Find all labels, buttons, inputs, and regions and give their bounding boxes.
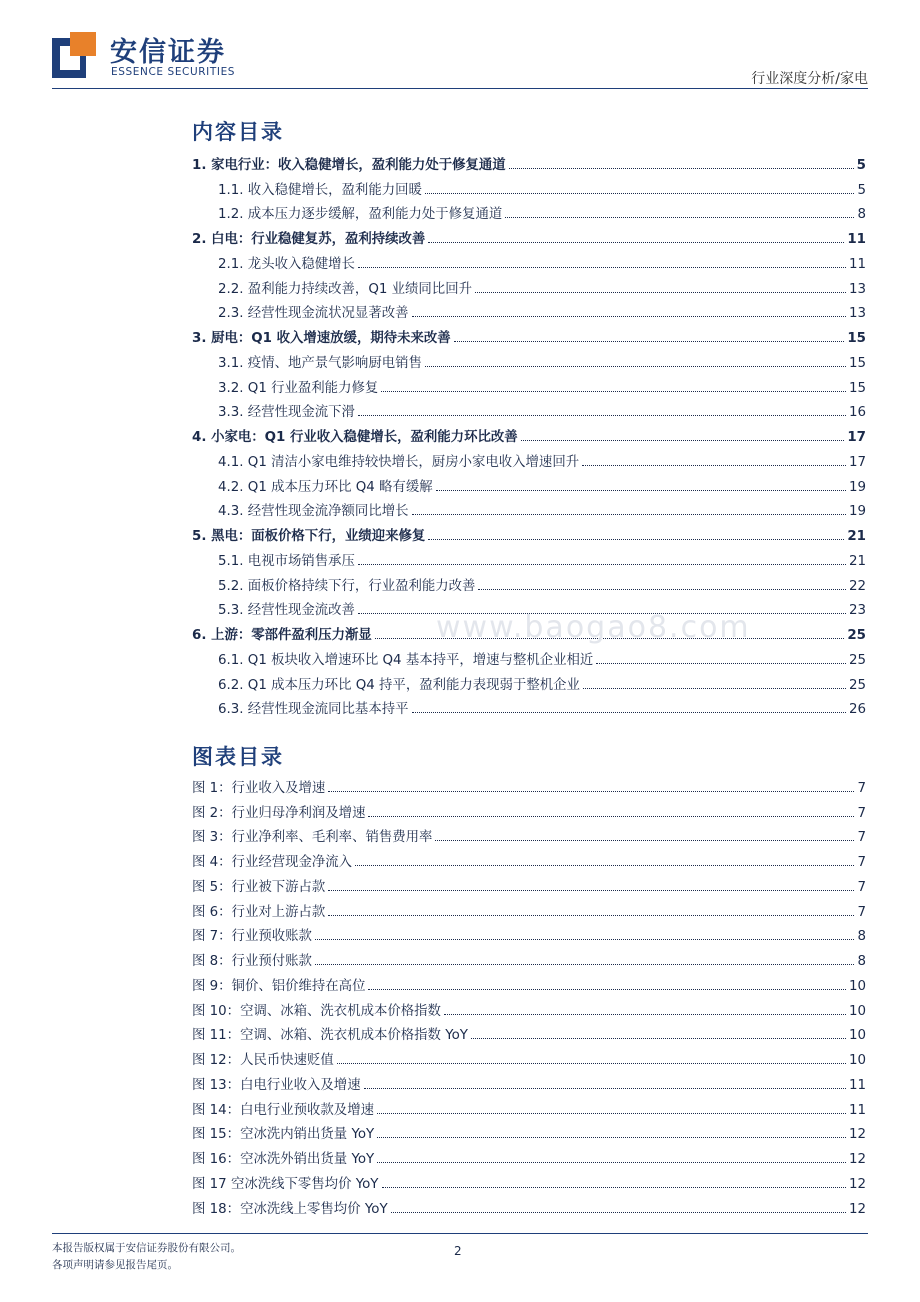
figure-entry[interactable] xyxy=(192,870,866,895)
entry-title: 2.1. 龙头收入稳健增长 xyxy=(218,256,355,272)
entry-page: 7 xyxy=(857,805,866,821)
entry-page: 21 xyxy=(848,553,866,569)
dot-leader xyxy=(425,193,855,194)
entry-page: 25 xyxy=(848,652,866,668)
dot-leader xyxy=(315,939,855,940)
figure-entry[interactable] xyxy=(192,1142,866,1167)
entry-title: 3. 厨电：Q1 收入增速放缓，期待未来改善 xyxy=(192,331,451,346)
dot-leader xyxy=(328,791,854,792)
figures-title: 图表目录 xyxy=(192,745,284,769)
toc-section-entry[interactable] xyxy=(192,668,866,693)
entry-title: 图 15：空冰洗内销出货量 YoY xyxy=(192,1127,375,1143)
entry-page: 19 xyxy=(848,479,866,495)
entry-title: 图 17 空冰洗线下零售均价 YoY xyxy=(192,1176,379,1192)
footer-disclaimer: 各项声明请参见报告尾页。 xyxy=(52,1259,178,1271)
toc-section-entry[interactable] xyxy=(192,470,866,495)
entry-page: 5 xyxy=(857,182,866,198)
entry-title: 图 7：行业预收账款 xyxy=(192,929,312,945)
toc-section-entry[interactable] xyxy=(192,693,866,718)
entry-page: 8 xyxy=(857,929,866,945)
dot-leader xyxy=(358,267,846,268)
entry-title: 2.2. 盈利能力持续改善，Q1 业绩同比回升 xyxy=(218,281,472,297)
dot-leader xyxy=(475,292,846,293)
figure-entry[interactable] xyxy=(192,821,866,846)
entry-title: 图 6：行业对上游占款 xyxy=(192,904,326,920)
dot-leader xyxy=(521,440,845,441)
dot-leader xyxy=(596,663,846,664)
dot-leader xyxy=(509,168,854,169)
figure-entry[interactable] xyxy=(192,969,866,994)
toc-section-entry[interactable] xyxy=(192,297,866,322)
entry-page: 8 xyxy=(857,207,866,223)
entry-title: 图 9：铜价、铝价维持在高位 xyxy=(192,978,366,994)
entry-title: 图 1：行业收入及增速 xyxy=(192,780,326,796)
entry-page: 7 xyxy=(857,830,866,846)
toc-section-entry[interactable] xyxy=(192,346,866,371)
entry-page: 19 xyxy=(848,504,866,520)
dot-leader xyxy=(377,1137,846,1138)
essence-logo-icon xyxy=(52,32,96,78)
brand-name-en: ESSENCE SECURITIES xyxy=(111,66,236,78)
toc-section-entry[interactable] xyxy=(192,544,866,569)
dot-leader xyxy=(358,415,846,416)
figure-entry[interactable] xyxy=(192,1093,866,1118)
toc-section-entry[interactable] xyxy=(192,272,866,297)
toc-chapter-entry[interactable] xyxy=(192,222,866,247)
entry-page: 17 xyxy=(848,454,866,470)
entry-title: 6.1. Q1 板块收入增速环比 Q4 基本持平，增速与整机企业相近 xyxy=(218,652,594,668)
entry-page: 13 xyxy=(848,281,866,297)
entry-page: 17 xyxy=(847,430,866,445)
figure-entry[interactable] xyxy=(192,1118,866,1143)
entry-page: 21 xyxy=(847,529,866,544)
entry-title: 2. 白电：行业稳健复苏，盈利持续改善 xyxy=(192,232,426,247)
entry-page: 16 xyxy=(848,405,866,421)
dot-leader xyxy=(454,341,845,342)
toc-section-entry[interactable] xyxy=(192,247,866,272)
toc-chapter-entry[interactable] xyxy=(192,321,866,346)
toc-section-entry[interactable] xyxy=(192,396,866,421)
entry-title: 6.3. 经营性现金流同比基本持平 xyxy=(218,702,409,718)
entry-title: 图 12：人民币快速贬值 xyxy=(192,1053,334,1068)
watermark: www.baogao8.com xyxy=(436,610,751,645)
figure-entry[interactable] xyxy=(192,845,866,870)
dot-leader xyxy=(428,242,844,243)
entry-page: 11 xyxy=(847,232,866,247)
figures-list xyxy=(192,771,866,1217)
entry-title: 2.3. 经营性现金流状况显著改善 xyxy=(218,306,409,322)
dot-leader xyxy=(436,490,846,491)
entry-page: 13 xyxy=(848,306,866,322)
entry-title: 图 16：空冰洗外销出货量 YoY xyxy=(192,1152,375,1167)
dot-leader xyxy=(377,1113,846,1114)
dot-leader xyxy=(412,712,846,713)
entry-page: 15 xyxy=(848,355,866,371)
dot-leader xyxy=(412,316,846,317)
dot-leader xyxy=(337,1063,846,1064)
entry-page: 10 xyxy=(848,978,866,994)
entry-title: 3.3. 经营性现金流下滑 xyxy=(218,405,355,421)
dot-leader xyxy=(315,964,855,965)
entry-title: 图 13：白电行业收入及增速 xyxy=(192,1077,361,1093)
dot-leader xyxy=(425,366,846,367)
dot-leader xyxy=(412,514,846,515)
entry-title: 5.1. 电视市场销售承压 xyxy=(218,553,355,569)
entry-page: 8 xyxy=(857,954,866,969)
page-number: 2 xyxy=(454,1244,462,1258)
entry-page: 22 xyxy=(848,578,866,594)
footer-divider xyxy=(52,1233,868,1234)
entry-title: 6. 上游：零部件盈利压力渐显 xyxy=(192,628,372,643)
entry-title: 1. 家电行业：收入稳健增长，盈利能力处于修复通道 xyxy=(192,157,506,173)
entry-title: 1.2. 成本压力逐步缓解，盈利能力处于修复通道 xyxy=(218,207,503,223)
entry-page: 7 xyxy=(857,855,866,870)
entry-title: 3.1. 疫情、地产景气影响厨电销售 xyxy=(218,355,422,371)
entry-title: 图 4：行业经营现金净流入 xyxy=(192,855,353,870)
entry-page: 12 xyxy=(848,1201,866,1217)
dot-leader xyxy=(478,589,846,590)
dot-leader xyxy=(368,989,845,990)
toc-chapter-entry[interactable] xyxy=(192,519,866,544)
entry-title: 4.2. Q1 成本压力环比 Q4 略有缓解 xyxy=(218,479,433,495)
report-type: 行业深度分析/家电 xyxy=(751,71,868,87)
entry-title: 5. 黑电：面板价格下行，业绩迎来修复 xyxy=(192,529,426,544)
entry-page: 10 xyxy=(848,1053,866,1068)
toc-section-entry[interactable] xyxy=(192,371,866,396)
entry-title: 3.2. Q1 行业盈利能力修复 xyxy=(218,380,379,396)
entry-page: 15 xyxy=(847,331,866,346)
dot-leader xyxy=(358,564,846,565)
toc-section-entry[interactable] xyxy=(192,569,866,594)
dot-leader xyxy=(582,465,846,466)
entry-page: 15 xyxy=(848,380,866,396)
entry-page: 23 xyxy=(848,603,866,619)
entry-title: 1.1. 收入稳健增长，盈利能力回暖 xyxy=(218,182,422,198)
dot-leader xyxy=(444,1014,846,1015)
entry-page: 10 xyxy=(848,1003,866,1019)
entry-title: 图 3：行业净利率、毛利率、销售费用率 xyxy=(192,830,433,846)
entry-title: 图 11：空调、冰箱、洗衣机成本价格指数 YoY xyxy=(192,1028,468,1044)
entry-title: 图 10：空调、冰箱、洗衣机成本价格指数 xyxy=(192,1003,441,1019)
dot-leader xyxy=(328,915,854,916)
entry-title: 图 18：空冰洗线上零售均价 YoY xyxy=(192,1201,388,1217)
footer-copyright: 本报告版权属于安信证券股份有限公司。 xyxy=(52,1242,241,1254)
dot-leader xyxy=(328,890,854,891)
toc-section-entry[interactable] xyxy=(192,173,866,198)
entry-title: 6.2. Q1 成本压力环比 Q4 持平，盈利能力表现弱于整机企业 xyxy=(218,677,580,693)
dot-leader xyxy=(435,840,854,841)
figure-entry[interactable] xyxy=(192,771,866,796)
figure-entry[interactable] xyxy=(192,1167,866,1192)
entry-page: 7 xyxy=(857,780,866,796)
figure-entry[interactable] xyxy=(192,1068,866,1093)
dot-leader xyxy=(364,1088,846,1089)
footer-notes xyxy=(52,1240,241,1274)
dot-leader xyxy=(391,1212,846,1213)
dot-leader xyxy=(471,1038,846,1039)
entry-page: 26 xyxy=(848,702,866,718)
toc-section-entry[interactable] xyxy=(192,198,866,223)
entry-page: 25 xyxy=(847,628,866,643)
entry-title: 图 2：行业归母净利润及增速 xyxy=(192,805,366,821)
entry-page: 11 xyxy=(848,1077,866,1093)
dot-leader xyxy=(428,539,844,540)
header-divider xyxy=(52,88,868,89)
dot-leader xyxy=(377,1162,846,1163)
entry-page: 7 xyxy=(857,904,866,920)
entry-title: 图 5：行业被下游占款 xyxy=(192,879,326,895)
toc-section-entry[interactable] xyxy=(192,643,866,668)
figure-entry[interactable] xyxy=(192,944,866,969)
entry-page: 10 xyxy=(848,1028,866,1044)
entry-title: 图 8：行业预付账款 xyxy=(192,954,312,969)
figure-entry[interactable] xyxy=(192,796,866,821)
entry-title: 5.2. 面板价格持续下行，行业盈利能力改善 xyxy=(218,578,476,594)
entry-page: 7 xyxy=(857,879,866,895)
figure-entry[interactable] xyxy=(192,1043,866,1068)
dot-leader xyxy=(382,1187,846,1188)
dot-leader xyxy=(381,391,846,392)
page-header xyxy=(0,0,920,92)
entry-title: 4. 小家电：Q1 行业收入稳健增长，盈利能力环比改善 xyxy=(192,430,518,445)
entry-title: 4.1. Q1 清洁小家电维持较快增长，厨房小家电收入增速回升 xyxy=(218,454,580,470)
figure-entry[interactable] xyxy=(192,994,866,1019)
entry-page: 12 xyxy=(848,1127,866,1143)
toc-chapter-entry[interactable] xyxy=(192,148,866,173)
dot-leader xyxy=(355,865,854,866)
entry-title: 5.3. 经营性现金流改善 xyxy=(218,603,355,619)
figure-entry[interactable] xyxy=(192,1192,866,1217)
entry-page: 12 xyxy=(848,1152,866,1167)
entry-page: 5 xyxy=(856,157,866,173)
entry-title: 4.3. 经营性现金流净额同比增长 xyxy=(218,504,409,520)
entry-page: 25 xyxy=(848,677,866,693)
figure-entry[interactable] xyxy=(192,1019,866,1044)
figure-entry[interactable] xyxy=(192,895,866,920)
brand-name-cn: 安信证券 xyxy=(110,37,226,68)
entry-page: 11 xyxy=(848,1102,866,1118)
toc-chapter-entry[interactable] xyxy=(192,420,866,445)
dot-leader xyxy=(583,688,846,689)
dot-leader xyxy=(368,816,854,817)
figure-entry[interactable] xyxy=(192,920,866,945)
dot-leader xyxy=(505,217,854,218)
entry-page: 11 xyxy=(848,256,866,272)
entry-title: 图 14：白电行业预收款及增速 xyxy=(192,1102,374,1118)
toc-section-entry[interactable] xyxy=(192,495,866,520)
toc-section-entry[interactable] xyxy=(192,445,866,470)
toc-title: 内容目录 xyxy=(192,120,284,144)
entry-page: 12 xyxy=(848,1176,866,1192)
